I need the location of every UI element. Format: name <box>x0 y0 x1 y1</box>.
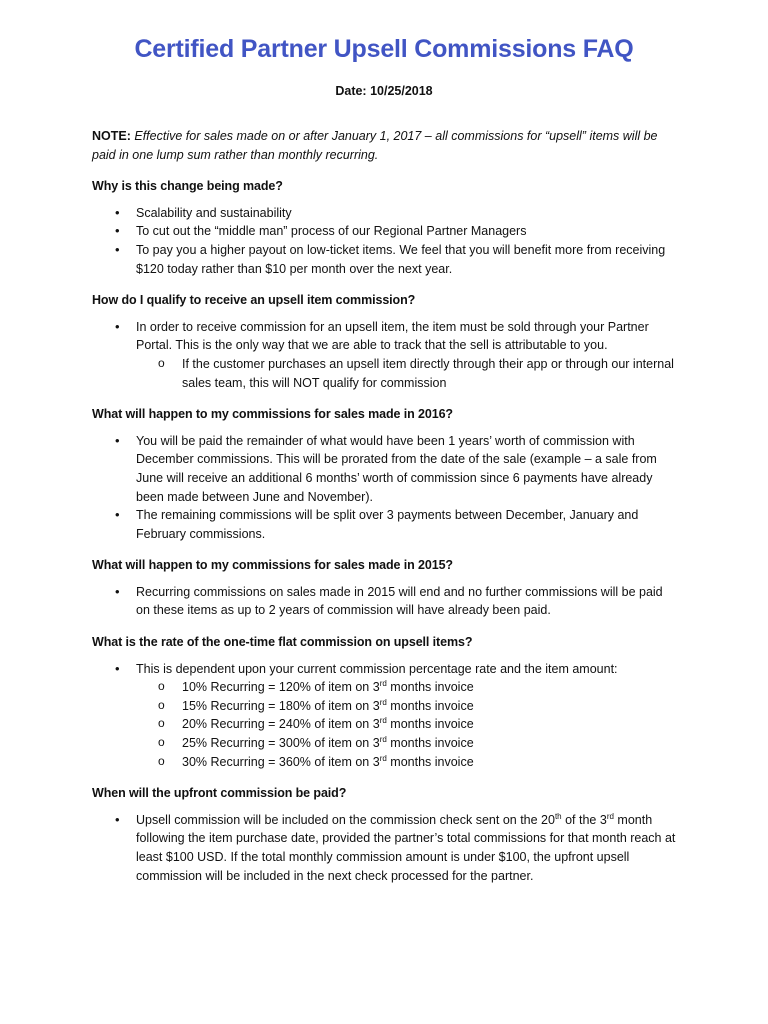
rate-item: o 15% Recurring = 180% of item on 3rd months invoice <box>136 697 676 716</box>
list-item: • To pay you a higher payout on low-ticket items. We feel that you will benefit more from receiving $120 today rather than $10 per month over the next year. <box>92 241 676 278</box>
note-paragraph <box>92 127 676 164</box>
answer-list-2015-sales <box>92 583 676 620</box>
question-why-change: Why is this change being made? <box>92 179 283 194</box>
question-payment-timing: When will the upfront commission be paid? <box>92 786 347 801</box>
list-item-text: In order to receive commission for an upsell item, the item must be sold through your Partner Portal. This is the only way that we are able to track that the sell is attributable to you. <box>136 319 649 353</box>
note-label: NOTE: <box>92 129 131 143</box>
rate-item: o 30% Recurring = 360% of item on 3rd months invoice <box>136 753 676 772</box>
list-item: • Upsell commission will be included on the commission check sent on the 20th of the 3rd month following the item purchase date, provided the partner’s total commissions for that month reach at least $100 USD. If the total monthly commission amount is under $100, the upfront upsell commission will be included in the next check processed for the partner. <box>92 811 676 885</box>
sub-list-item: o If the customer purchases an upsell item directly through their app or through our internal sales team, this will NOT qualify for commission <box>136 355 676 392</box>
rate-item: o 10% Recurring = 120% of item on 3rd months invoice <box>136 678 676 697</box>
list-item <box>92 318 676 392</box>
list-item: • Scalability and sustainability <box>92 204 676 223</box>
rate-item: o 20% Recurring = 240% of item on 3rd months invoice <box>136 715 676 734</box>
document-title: Certified Partner Upsell Commissions FAQ <box>134 35 634 63</box>
list-item: • Recurring commissions on sales made in 2015 will end and no further commissions will be paid on these items as up to 2 years of commission will have already been paid. <box>92 583 676 620</box>
answer-list-2016-sales <box>92 432 676 544</box>
question-2015-sales: What will happen to my commissions for sales made in 2015? <box>92 558 453 573</box>
note-text: Effective for sales made on or after January 1, 2017 – all commissions for “upsell” items will be paid in one lump sum rather than monthly recurring. <box>92 129 658 162</box>
question-2016-sales: What will happen to my commissions for sales made in 2016? <box>92 407 453 422</box>
question-rate: What is the rate of the one-time flat commission on upsell items? <box>92 635 473 650</box>
document-date: Date: 10/25/2018 <box>335 84 433 98</box>
rate-list <box>136 678 676 771</box>
list-item <box>92 660 676 772</box>
list-item: • You will be paid the remainder of what would have been 1 years’ worth of commission with December commissions. This will be prorated from the date of the sale (example – a sale from June will receive an additional 6 months’ worth of commission since 6 payments have already been made between June and November). <box>92 432 676 506</box>
answer-list-qualify <box>92 318 676 392</box>
list-item: • To cut out the “middle man” process of our Regional Partner Managers <box>92 222 676 241</box>
answer-list-rate <box>92 660 676 772</box>
question-qualify: How do I qualify to receive an upsell item commission? <box>92 293 416 308</box>
list-item-text: This is dependent upon your current commission percentage rate and the item amount: <box>136 661 618 676</box>
answer-list-payment-timing <box>92 811 676 885</box>
rate-item: o 25% Recurring = 300% of item on 3rd months invoice <box>136 734 676 753</box>
list-item: • The remaining commissions will be split over 3 payments between December, January and February commissions. <box>92 506 676 543</box>
sub-list <box>136 355 676 392</box>
answer-list-why-change <box>92 204 676 278</box>
